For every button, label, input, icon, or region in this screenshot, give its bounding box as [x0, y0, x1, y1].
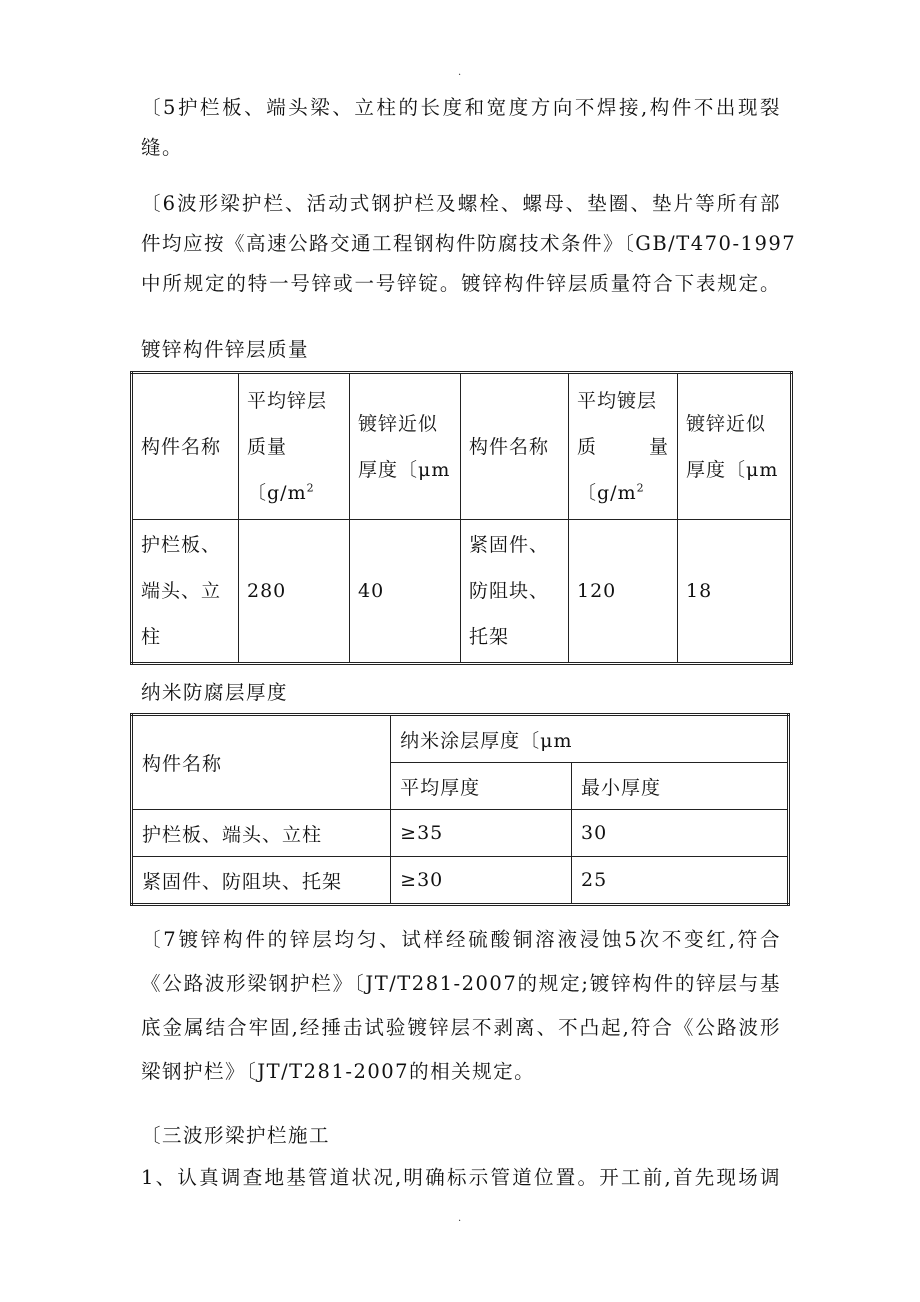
item6-line1: 〔6波形梁护栏、活动式钢护栏及螺栓、螺母、垫圈、垫片等所有部	[141, 192, 781, 215]
nano-cell-name: 紧固件、防阻块、托架	[132, 857, 391, 905]
zinc-table-header-row	[132, 373, 792, 520]
zinc-header-mass-2: 平均镀层 质 量 〔$g/m^2$	[569, 373, 678, 520]
nano-table-row	[132, 810, 789, 857]
zinc-cell-thickness-2: 18	[678, 520, 792, 664]
nano-header-avg: 平均厚度	[391, 763, 572, 810]
zinc-header-name-2: 构件名称	[461, 373, 569, 520]
nano-header-min: 最小厚度	[571, 763, 788, 810]
item7-line1: 〔7镀锌构件的锌层均匀、试样经硫酸铜溶液浸蚀5次不变红,符合	[141, 928, 781, 951]
nano-cell-min: 30	[571, 810, 788, 857]
zinc-cell-name-2: 紧固件、 防阻块、 托架	[461, 520, 569, 664]
item5-line1: 〔5护栏板、端头梁、立柱的长度和宽度方向不焊接,构件不出现裂	[141, 96, 781, 119]
nano-cell-min: 25	[571, 857, 788, 905]
zinc-header-thickness-2: 镀锌近似 厚度〔μm	[678, 373, 792, 520]
item5-line2: 缝。	[141, 136, 184, 159]
step1-line1: 1、认真调查地基管道状况,明确标示管道位置。开工前,首先现场调	[141, 1166, 781, 1189]
zinc-cell-name-1: 护栏板、 端头、立 柱	[132, 520, 239, 664]
zinc-cell-mass-2: 120	[569, 520, 678, 664]
zinc-header-thickness-1: 镀锌近似 厚度〔μm	[350, 373, 461, 520]
nano-cell-avg: ≥30	[391, 857, 572, 905]
zinc-table-row	[132, 520, 792, 664]
item6-line2: 件均应按《高速公路交通工程钢构件防腐技术条件》〔GB/T470-1997	[141, 232, 797, 255]
zinc-cell-mass-1: 280	[239, 520, 350, 664]
nano-header-group: 纳米涂层厚度〔μm	[391, 715, 789, 763]
nano-table-caption: 纳米防腐层厚度	[141, 681, 289, 704]
zinc-table-caption: 镀锌构件锌层质量	[141, 338, 310, 361]
nano-cell-avg: ≥35	[391, 810, 572, 857]
page-mark-bottom: .	[458, 1213, 462, 1224]
zinc-cell-thickness-1: 40	[350, 520, 461, 664]
item6-line3: 中所规定的特一号锌或一号锌锭。镀锌构件锌层质量符合下表规定。	[141, 272, 781, 295]
nano-header-row-1	[132, 715, 789, 763]
zinc-layer-table	[130, 371, 793, 665]
item5-paragraph	[141, 88, 781, 168]
item7-line2: 《公路波形梁钢护栏》〔JT/T281-2007的规定;镀锌构件的锌层与基	[141, 972, 781, 995]
nano-coating-table	[130, 713, 790, 906]
zinc-header-mass-1: 平均锌层 质量〔$g/m^2$	[239, 373, 350, 520]
step1-paragraph	[141, 1158, 781, 1198]
nano-header-name: 构件名称	[132, 715, 391, 810]
zinc-header-name-1: 构件名称	[132, 373, 239, 520]
item7-paragraph	[141, 918, 781, 1094]
nano-cell-name: 护栏板、端头、立柱	[132, 810, 391, 857]
page-mark-top: .	[458, 67, 462, 78]
item7-line4: 梁钢护栏》〔JT/T281-2007的相关规定。	[141, 1060, 536, 1083]
section3-heading: 〔三波形梁护栏施工	[141, 1124, 331, 1147]
nano-table-row	[132, 857, 789, 905]
item7-line3: 底金属结合牢固,经捶击试验镀锌层不剥离、不凸起,符合《公路波形	[141, 1016, 781, 1039]
item6-paragraph	[141, 184, 797, 304]
